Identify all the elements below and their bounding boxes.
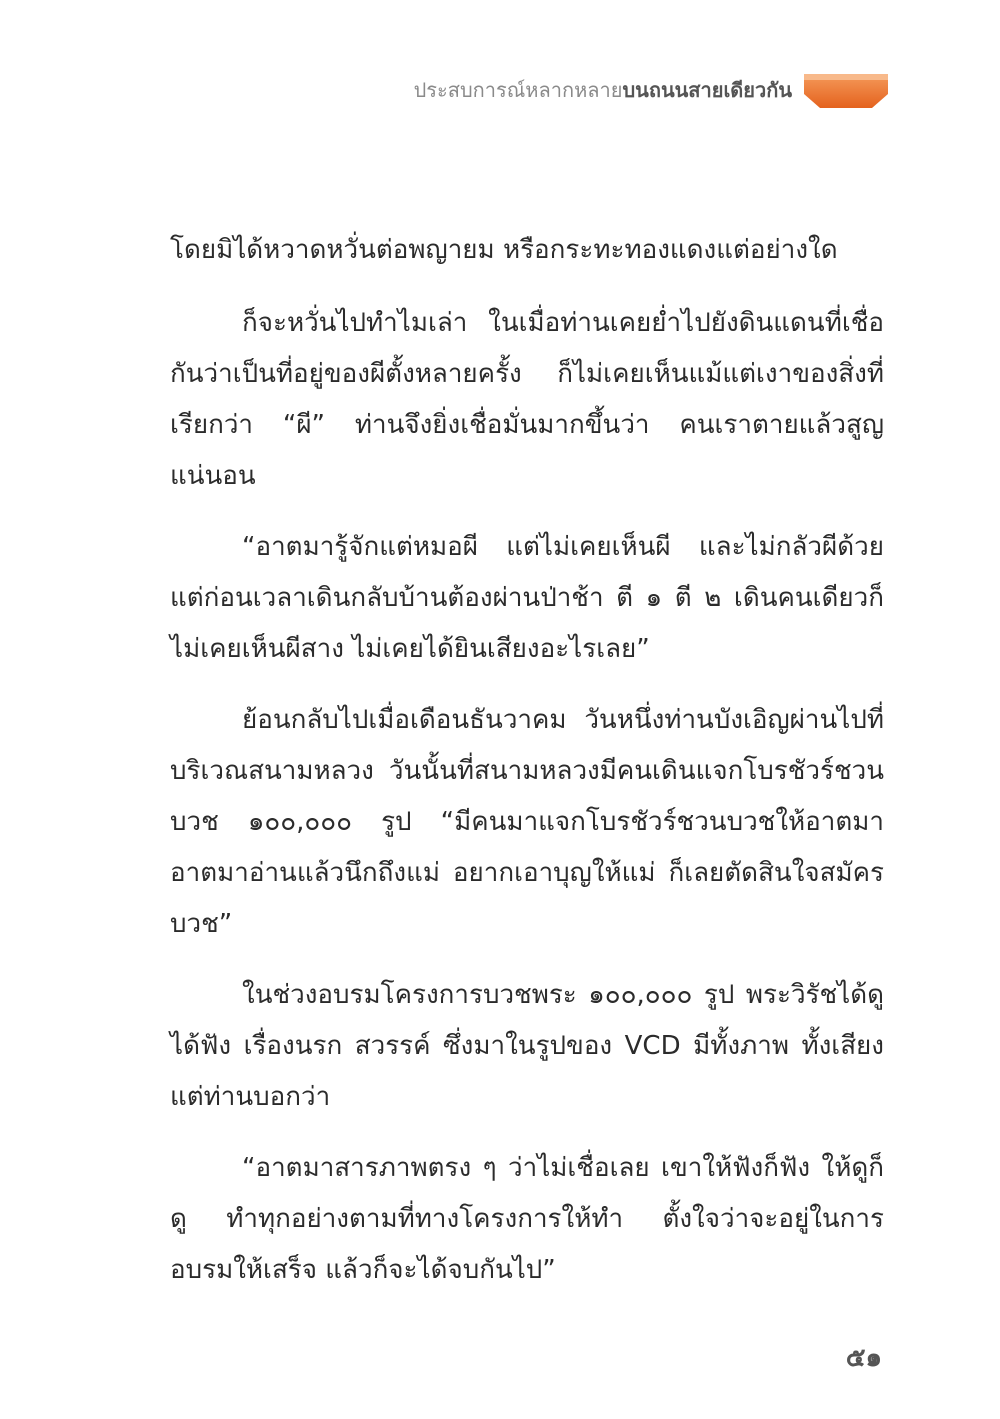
paragraph: ก็จะหวั่นไปทำไมเล่า ในเมื่อท่านเคยย่ำไปยังดินแดนที่เชื่อกันว่าเป็นที่อยู่ของผีตั้งหลายครั้ง ก็ไม่เคยเห็นแม้แต่เงาของสิ่งที่เรียกว่า “ผี” ท่านจึงยิ่งเชื่อมั่นมากขึ้นว่า คนเราตายแล้วสูญแน่นอน [170,308,884,491]
paragraph: “อาตมาสารภาพตรง ๆ ว่าไม่เชื่อเลย เขาให้ฟังก็ฟัง ให้ดูก็ดู ทำทุกอย่างตามที่ทางโครงการให้ทำ ตั้งใจว่าจะอยู่ในการอบรมให้เสร็จ แล้วก็จะได้จบกันไป” [170,1153,884,1285]
header-tab-icon [800,70,892,112]
paragraph: ย้อนกลับไปเมื่อเดือนธันวาคม วันหนึ่งท่านบังเอิญผ่านไปที่บริเวณสนามหลวง วันนั้นที่สนามหลวงมีคนเดินแจกโบรชัวร์ชวนบวช ๑๐๐,๐๐๐ รูป “มีคนมาแจกโบรชัวร์ชวนบวชให้อาตมา อาตมาอ่านแล้วนึกถึงแม่ อยากเอาบุญให้แม่ ก็เลยตัดสินใจสมัครบวช” [170,705,884,939]
paragraph: “อาตมารู้จักแต่หมอผี แต่ไม่เคยเห็นผี และไม่กลัวผีด้วย แต่ก่อนเวลาเดินกลับบ้านต้องผ่านป่าช้า ตี ๑ ตี ๒ เดินคนเดียวก็ไม่เคยเห็นผีสาง ไม่เคยได้ยินเสียงอะไรเลย” [170,532,884,664]
header-title-prefix: ประสบการณ์หลากหลาย [413,78,623,102]
paragraph: ในช่วงอบรมโครงการบวชพระ ๑๐๐,๐๐๐ รูป พระวิรัชได้ดูได้ฟัง เรื่องนรก สวรรค์ ซึ่งมาในรูปของ VCD มีทั้งภาพ ทั้งเสียง แต่ท่านบอกว่า [170,980,884,1112]
body-text [170,225,884,1316]
paragraph: โดยมิได้หวาดหวั่นต่อพญายม หรือกระทะทองแดงแต่อย่างใด [170,235,838,265]
running-header-title [414,74,792,106]
running-header [0,70,1000,120]
page-number: ๕๑ [845,1343,882,1373]
header-title-accent: บนถนนสายเดียวกัน [622,78,792,102]
